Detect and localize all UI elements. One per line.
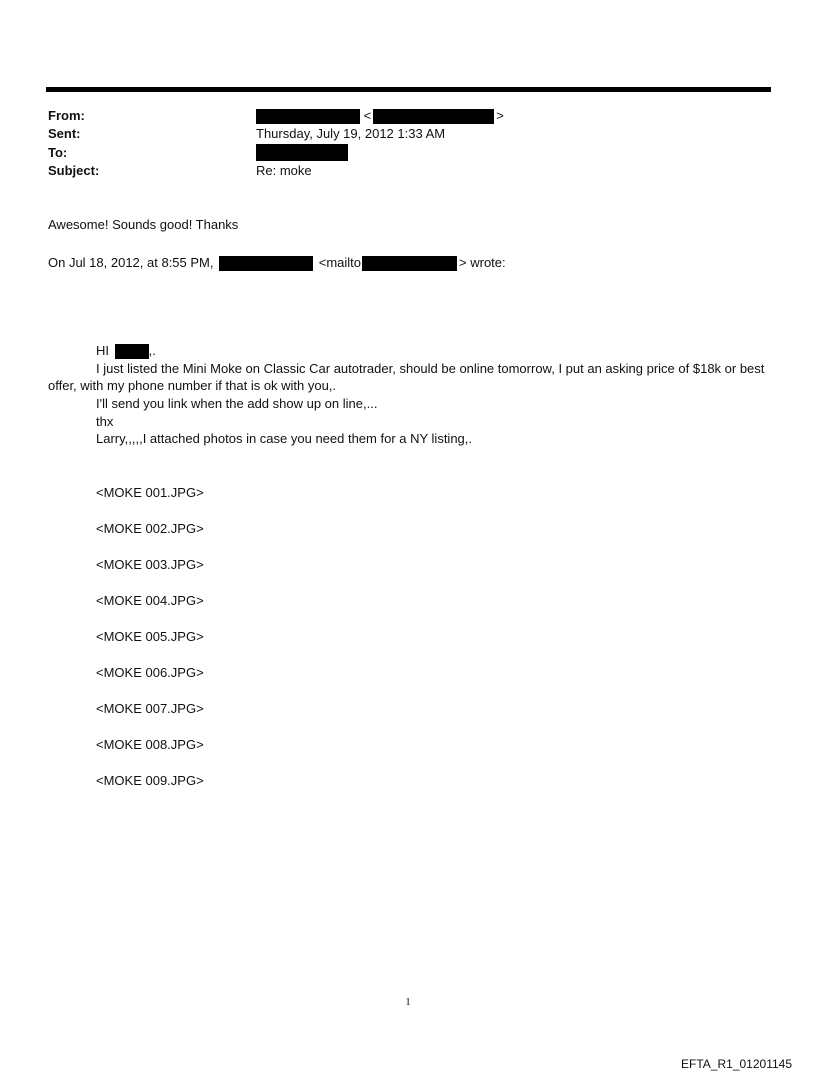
greeting-line <box>96 343 156 359</box>
attachment-item: <MOKE 007.JPG> <box>96 701 204 716</box>
attachment-item: <MOKE 006.JPG> <box>96 665 204 680</box>
to-label: To: <box>48 145 68 160</box>
page-number: 1 <box>405 996 411 1008</box>
sent-label: Sent: <box>48 126 81 141</box>
quote-prefix: On Jul 18, 2012, at 8:55 PM, <box>48 255 214 270</box>
attachment-item: <MOKE 002.JPG> <box>96 521 204 536</box>
from-value <box>256 108 504 124</box>
thx-line: thx <box>96 414 114 429</box>
to-value <box>256 144 348 161</box>
from-gt: > <box>496 108 504 123</box>
redacted-sender-name <box>256 109 360 124</box>
attachment-item: <MOKE 003.JPG> <box>96 557 204 572</box>
subject-value: Re: moke <box>256 163 312 178</box>
quote-mailto: <mailto <box>318 255 362 270</box>
attachment-item: <MOKE 008.JPG> <box>96 737 204 752</box>
attachment-item: <MOKE 005.JPG> <box>96 629 204 644</box>
link-line: I'll send you link when the add show up on line,... <box>96 396 378 411</box>
reply-text: Awesome! Sounds good! Thanks <box>48 217 239 232</box>
signoff-line: Larry,,,,,I attached photos in case you need them for a NY listing,. <box>96 431 473 446</box>
redacted-quoted-sender <box>219 256 313 271</box>
redacted-recipient <box>256 144 348 161</box>
greeting: HI <box>96 343 109 358</box>
redacted-greeting-name <box>115 344 149 359</box>
sent-value: Thursday, July 19, 2012 1:33 AM <box>256 126 446 141</box>
from-lt: < <box>363 108 372 123</box>
quote-header <box>48 255 506 271</box>
redacted-quoted-email <box>362 256 457 271</box>
header-rule <box>46 87 771 92</box>
from-label: From: <box>48 108 85 123</box>
message-paragraph: I just listed the Mini Moke on Classic Car autotrader, should be online tomorrow, I put an asking price of $18k or best offer, with my phone number if that is ok with you,. <box>48 361 765 393</box>
redacted-sender-email <box>373 109 494 124</box>
bates-number: EFTA_R1_01201145 <box>681 1057 792 1071</box>
attachment-item: <MOKE 004.JPG> <box>96 593 204 608</box>
greeting-suffix: ,. <box>148 343 156 358</box>
subject-label: Subject: <box>48 163 100 178</box>
quote-suffix: > wrote: <box>459 255 506 270</box>
attachment-item: <MOKE 001.JPG> <box>96 485 204 500</box>
attachment-item: <MOKE 009.JPG> <box>96 773 204 788</box>
